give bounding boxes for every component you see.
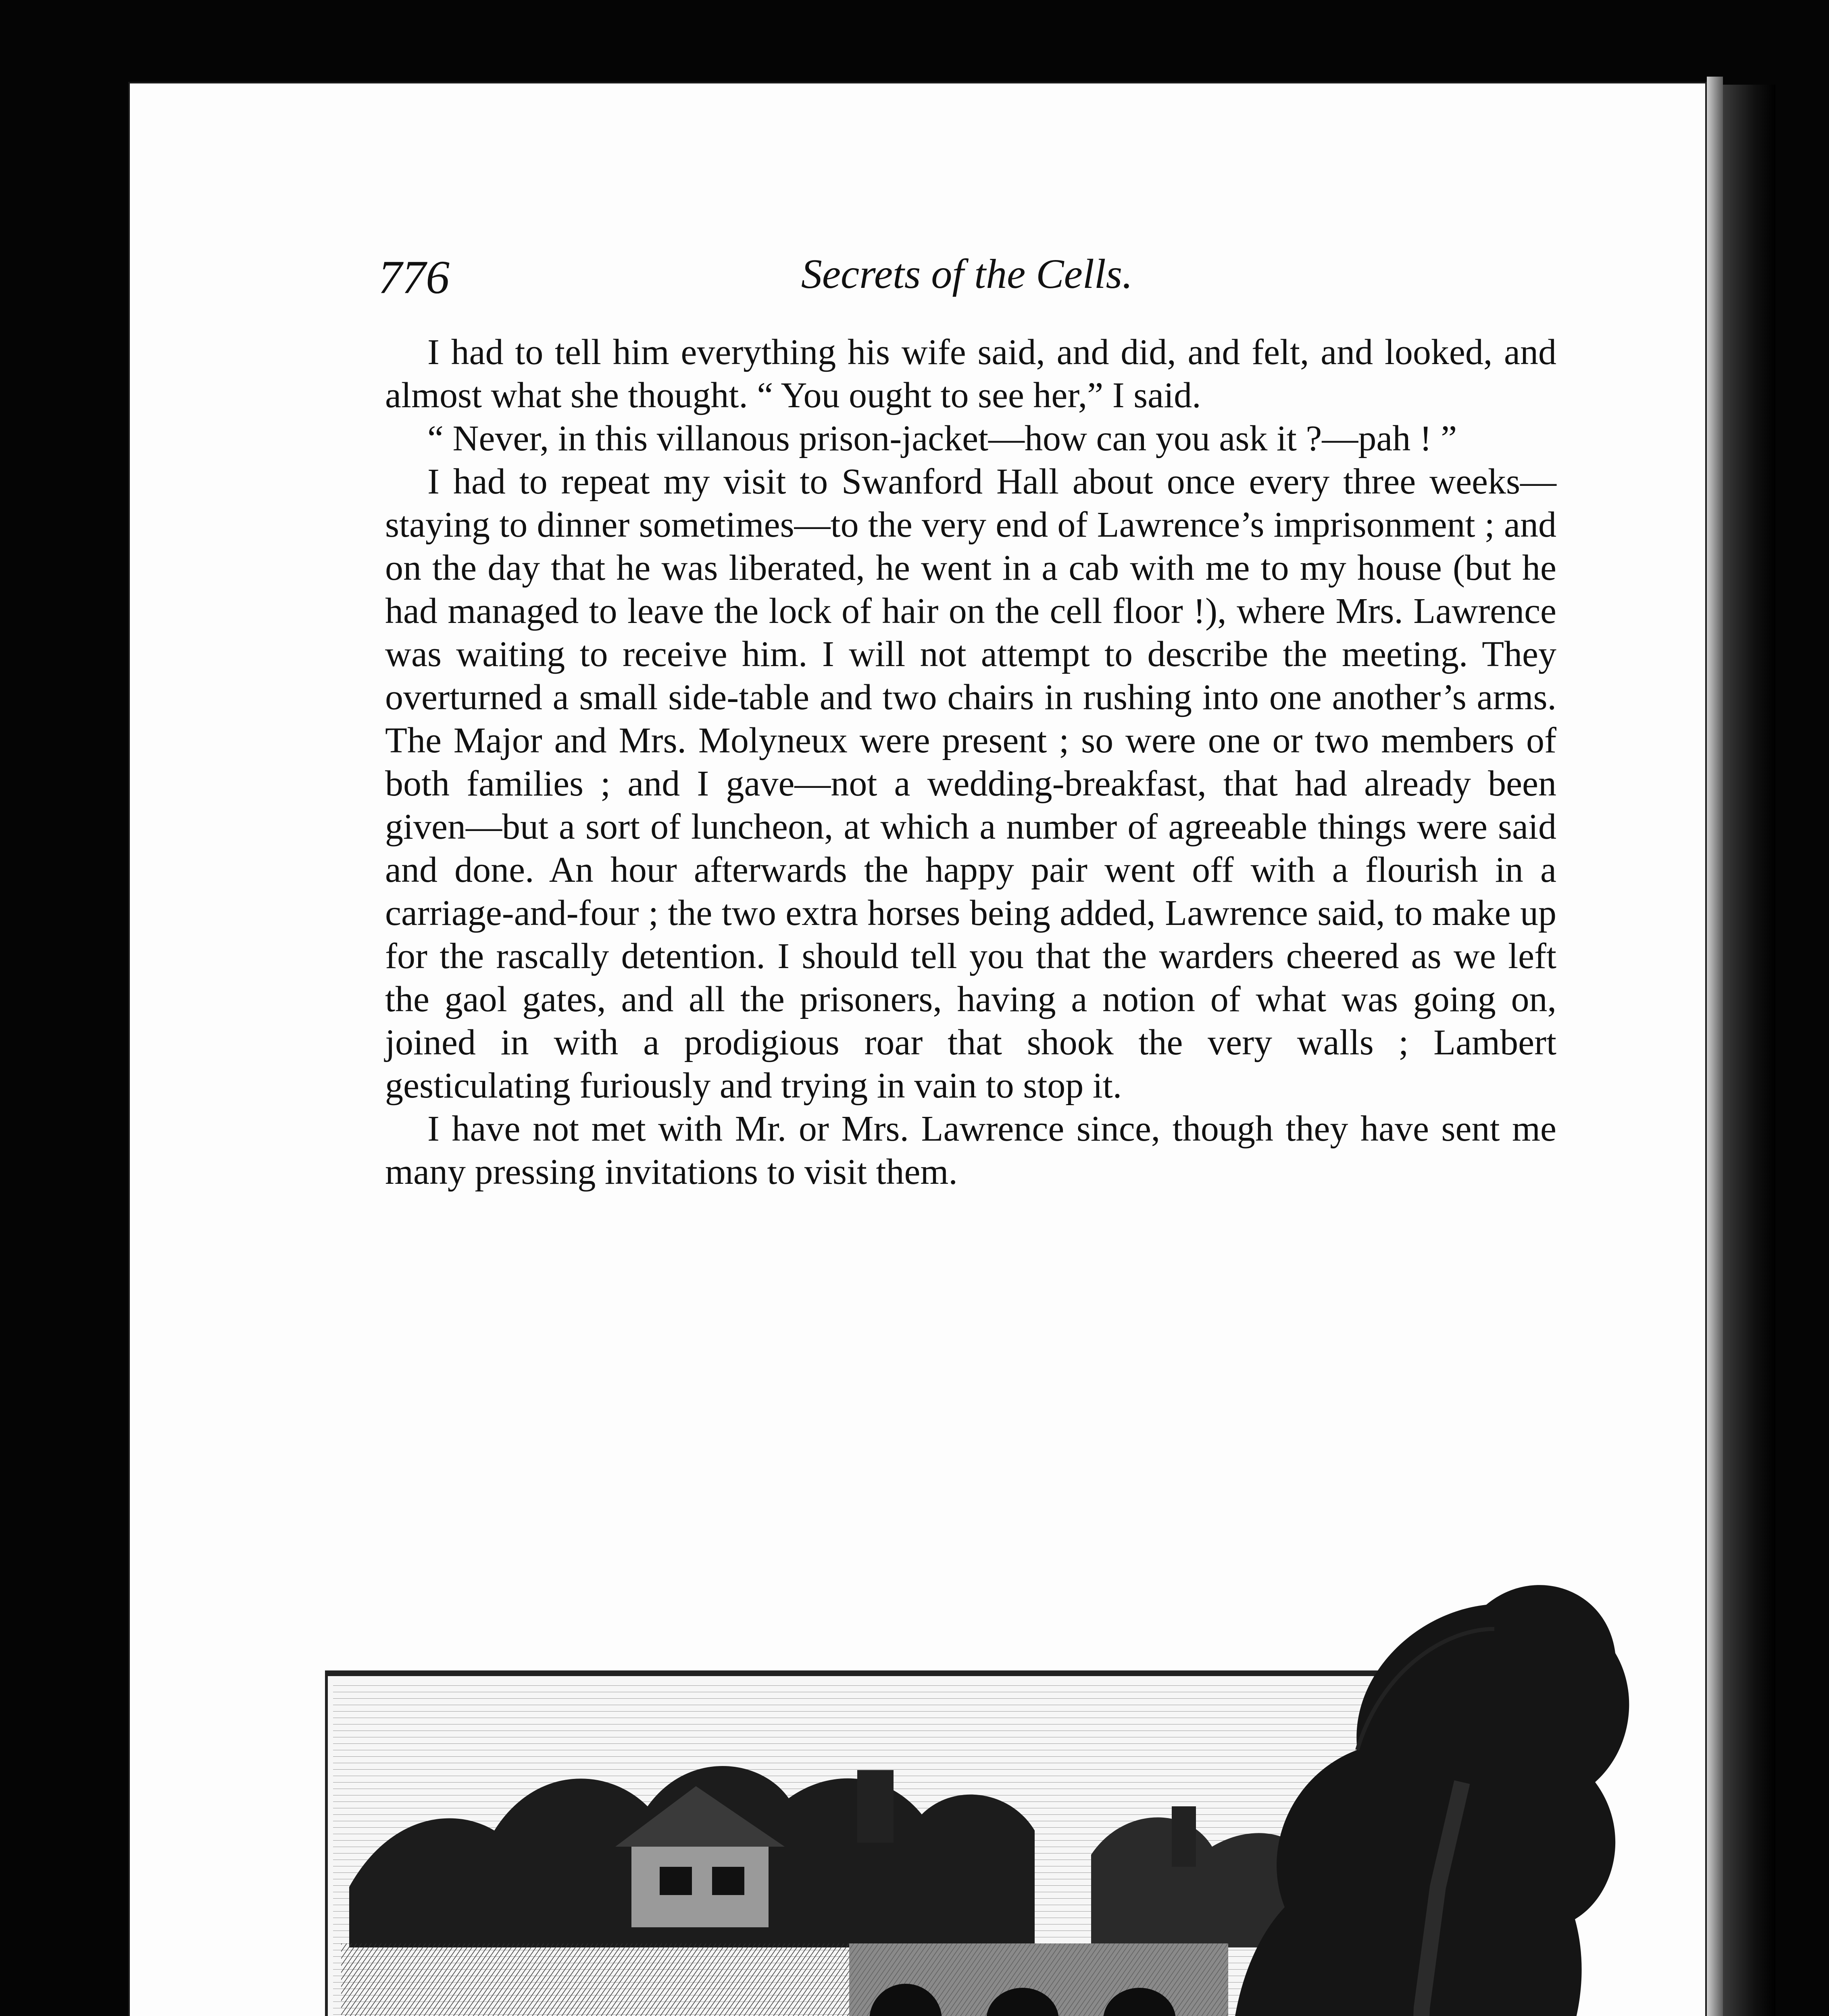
page-number: 776 — [378, 251, 450, 304]
facing-page-edge — [1723, 85, 1775, 2016]
paragraph: I had to tell him everything his wife said, and did, and felt, and looked, and almost what she thought. “ You ought to see her,” I said. — [385, 332, 1556, 415]
paragraph: I had to repeat my visit to Swanford Hall about once every three weeks—staying to dinner sometimes—to the very end of Lawrence’s imprisonment ; and on the day that he was liberated, he went in a cab with me to my house (but he had managed to leave the lock of hair on the cell floor !), where Mrs. Lawrence was waiting to receive him. I will not attempt to describe the meeting. They overturned a small side-table and two chairs in rushing into one another’s arms. The Major and Mrs. Molyneux were present ; so were one or two members of both families ; and I gave—not a wedding-breakfast, that had already been given—but a sort of luncheon, at which a number of agreeable things were said and done. An hour afterwards the happy pair went off with a flourish in a carriage-and-four ; the two extra horses being added, Lawrence said, to make up for the rascally detention. I should tell you that the warders cheered as we left the gaol gates, and all the prisoners, having a notion of what was going on, joined in with a prodigious roar that shook the very walls ; Lambert gesticulating furiously and trying in vain to stop it. — [385, 462, 1556, 1106]
running-title: Secrets of the Cells. — [801, 251, 1133, 297]
body-text — [385, 331, 1556, 1193]
book-spine-edge — [1707, 77, 1723, 2016]
river-bridge-engraving — [325, 1524, 1639, 2016]
paragraph: “ Never, in this villanous prison-jacket—how can you ask it ?—pah ! ” — [427, 419, 1457, 458]
paragraph: I have not met with Mr. or Mrs. Lawrence since, though they have sent me many pressing invitations to visit them. — [385, 1109, 1556, 1192]
page-header — [378, 250, 1556, 310]
